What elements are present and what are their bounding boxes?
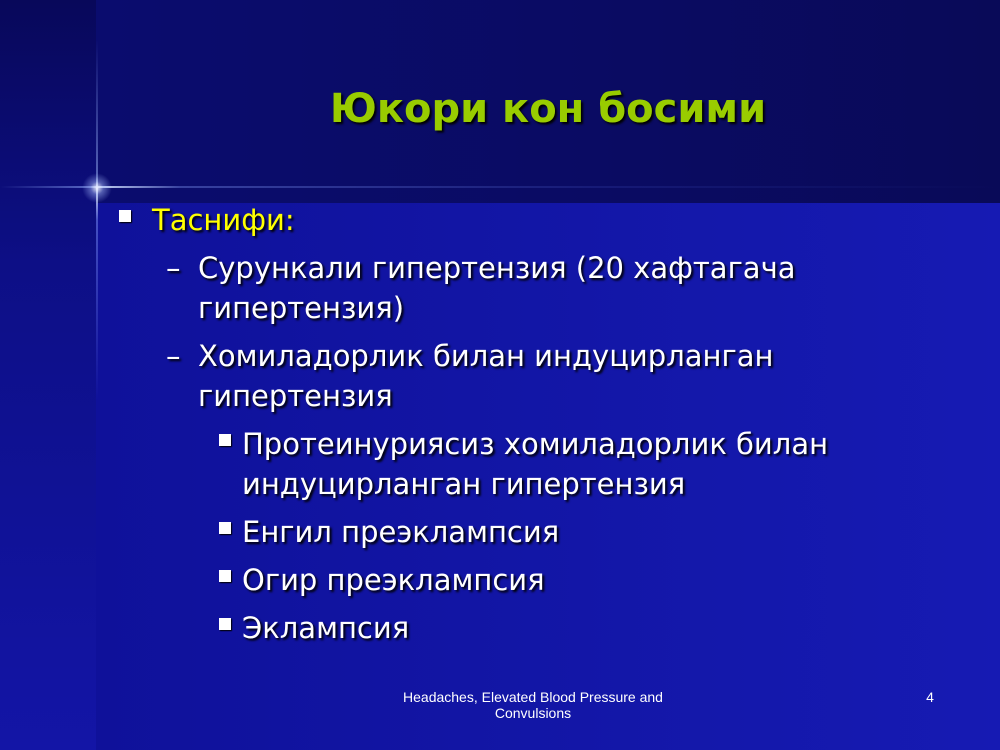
bullet-chronic-hypertension-line1: Сурункали гипертензия (20 хафтагача [198, 251, 796, 285]
slide-footer: Headaches, Elevated Blood Pressure and Convulsions [403, 689, 663, 721]
page-number: 4 [926, 689, 934, 705]
square-bullet-icon [219, 522, 231, 534]
square-bullet-icon [219, 570, 231, 582]
light-flare-horizontal [0, 186, 1000, 188]
bullet-classification: Таснифи: [152, 203, 295, 237]
bullet-severe-preeclampsia: Огир преэклампсия [242, 563, 545, 597]
light-flare-center [82, 173, 112, 203]
bullet-mild-preeclampsia: Енгил преэклампсия [242, 515, 560, 549]
slide-title: Юкори кон босими [329, 86, 767, 132]
bullet-chronic-hypertension-line2: гипертензия) [198, 291, 405, 325]
dash-bullet-icon: – [166, 251, 181, 285]
bullet-without-proteinuria-line1: Протеинуриясиз хомиладорлик билан [242, 427, 829, 461]
square-bullet-icon [219, 434, 231, 446]
dash-bullet-icon: – [166, 339, 181, 373]
bullet-eclampsia: Эклампсия [242, 611, 410, 645]
bullet-pregnancy-induced-line1: Хомиладорлик билан индуцирланган [198, 339, 774, 373]
square-bullet-icon [119, 210, 131, 222]
square-bullet-icon [219, 618, 231, 630]
bullet-without-proteinuria-line2: индуцирланган гипертензия [242, 467, 686, 501]
left-band-decoration [0, 0, 96, 750]
bullet-pregnancy-induced-line2: гипертензия [198, 379, 393, 413]
